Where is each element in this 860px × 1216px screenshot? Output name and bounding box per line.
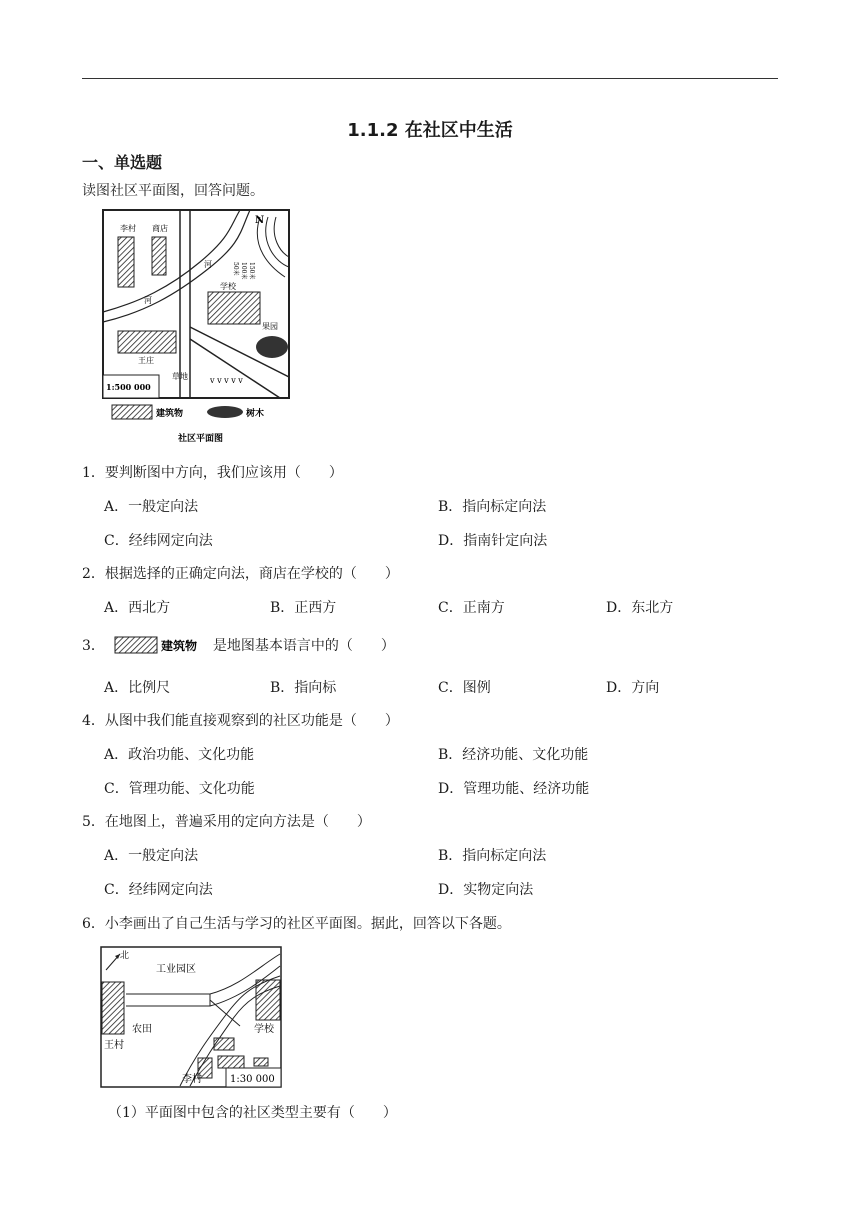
building-shop — [152, 237, 166, 275]
scale-label: 1:500 000 — [106, 382, 151, 392]
legend-building-label: 建筑物 — [156, 409, 184, 419]
question-4-stem: 4．从图中我们能直接观察到的社区功能是（ ） — [82, 713, 399, 729]
legend-building-swatch — [112, 405, 152, 419]
q4-option-a[interactable]: A．政治功能、文化功能 — [104, 747, 255, 763]
grass-symbols: v v v v v — [210, 376, 243, 385]
map-caption: 社区平面图 — [178, 434, 224, 444]
label-li-village: 李村 — [120, 224, 136, 233]
orchard-trees — [256, 336, 288, 358]
q1-option-b[interactable]: B．指向标定向法 — [438, 499, 547, 515]
map2-building-4 — [254, 1058, 268, 1066]
label-river-2: 河 — [144, 296, 152, 305]
intro-text: 读图社区平面图，回答问题。 — [82, 183, 264, 199]
q1-option-a[interactable]: A．一般定向法 — [104, 499, 199, 515]
label-grassland: 草地 — [172, 372, 188, 381]
q5-option-b[interactable]: B．指向标定向法 — [438, 848, 547, 864]
community-map-1 — [100, 207, 292, 447]
map2-school-label: 学校 — [254, 1024, 274, 1035]
q5-option-d[interactable]: D．实物定向法 — [438, 882, 534, 898]
label-contour-50: 50米 — [232, 262, 239, 276]
section-heading: 一、单选题 — [82, 153, 163, 172]
map2-building-1 — [214, 1038, 234, 1050]
community-map-2 — [100, 946, 282, 1088]
map2-school-building — [256, 980, 280, 1020]
map2-farmland-label: 农田 — [132, 1024, 152, 1035]
q3-stem-suffix: 是地图基本语言中的（ ） — [212, 638, 395, 654]
label-school: 学校 — [220, 282, 236, 291]
q4-option-c[interactable]: C．管理功能、文化功能 — [104, 781, 255, 797]
question-1-stem: 1．要判断图中方向，我们应该用（ ） — [82, 465, 343, 481]
label-contour-150: 150米 — [248, 262, 255, 280]
building-wangzhuang — [118, 331, 176, 353]
q5-option-a[interactable]: A．一般定向法 — [104, 848, 199, 864]
q2-option-c[interactable]: C．正南方 — [438, 600, 505, 616]
q3-number: 3． — [82, 638, 105, 654]
label-river-1: 河 — [204, 260, 212, 269]
header-rule — [82, 78, 778, 79]
q3-option-c[interactable]: C．图例 — [438, 680, 491, 696]
map2-wangcun-label: 王村 — [104, 1040, 124, 1051]
sub-question-1-stem: （1）平面图中包含的社区类型主要有（ ） — [108, 1105, 397, 1121]
page-title: 1.1.2 在社区中生活 — [347, 120, 513, 141]
question-5-stem: 5．在地图上，普遍采用的定向方法是（ ） — [82, 814, 371, 830]
q4-option-b[interactable]: B．经济功能、文化功能 — [438, 747, 589, 763]
building-school — [208, 292, 260, 324]
label-contour-100: 100米 — [240, 262, 247, 280]
q3-legend-label: 建筑物 — [160, 639, 197, 653]
label-orchard: 果园 — [262, 322, 278, 331]
label-wangzhuang: 王庄 — [138, 356, 154, 365]
building-legend-icon — [109, 634, 209, 656]
map2-wangcun-building — [102, 982, 124, 1034]
question-3-stem — [82, 634, 395, 656]
q5-option-c[interactable]: C．经纬网定向法 — [104, 882, 213, 898]
q3-option-a[interactable]: A．比例尺 — [104, 680, 171, 696]
q3-option-d[interactable]: D．方向 — [606, 680, 660, 696]
q1-option-c[interactable]: C．经纬网定向法 — [104, 533, 213, 549]
legend-tree-label: 树木 — [246, 409, 265, 419]
question-6-stem: 6．小李画出了自己生活与学习的社区平面图。据此，回答以下各题。 — [82, 916, 511, 932]
q2-option-a[interactable]: A．西北方 — [104, 600, 171, 616]
building-li-village — [118, 237, 134, 287]
map2-scale-label: 1:30 000 — [230, 1074, 275, 1085]
q2-option-d[interactable]: D．东北方 — [606, 600, 674, 616]
q3-option-b[interactable]: B．指向标 — [270, 680, 337, 696]
label-shop: 商店 — [152, 224, 168, 233]
map2-industrial-label: 工业园区 — [156, 964, 196, 975]
map2-licun-label: 李村 — [182, 1074, 202, 1085]
q4-option-d[interactable]: D．管理功能、经济功能 — [438, 781, 590, 797]
map2-north-label: 北 — [120, 951, 130, 961]
legend-tree-swatch — [207, 406, 243, 418]
north-arrow-label: N — [255, 215, 265, 226]
question-2-stem: 2．根据选择的正确定向法，商店在学校的（ ） — [82, 566, 399, 582]
q2-option-b[interactable]: B．正西方 — [270, 600, 337, 616]
map2-building-2 — [218, 1056, 244, 1068]
q1-option-d[interactable]: D．指南针定向法 — [438, 533, 548, 549]
